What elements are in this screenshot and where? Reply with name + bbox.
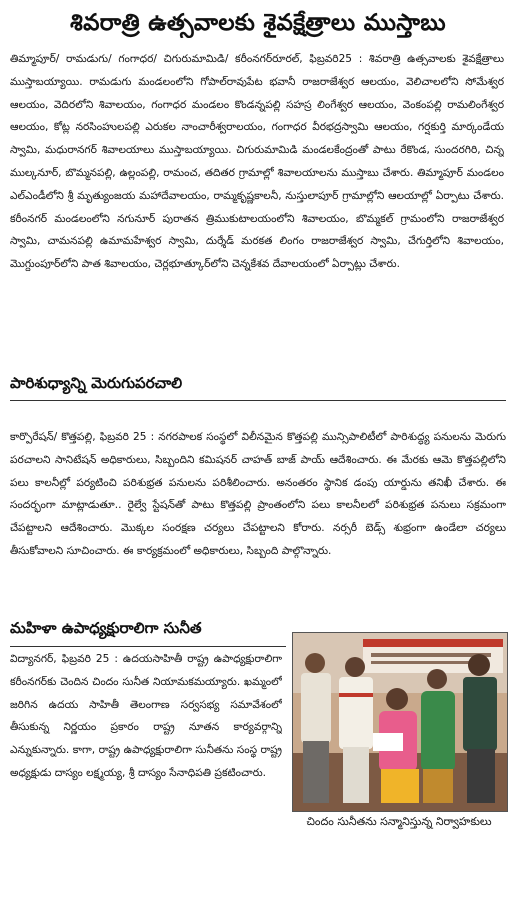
article-sanitation-body: కార్పొరేషన్/ కొత్తపల్లి, ఫిబ్రవరి 25 : నగరపాలక సంస్థలో విలీనమైన కొత్తపల్లి మున్సిపాలిటీలో పారిశుద్ధ్య పనులను మెరుగు పరచాలని సానిటేషన్ అధికారులు, సిబ్బందిని కమిషనర్ చాహత్ బాజ్ పాయ్ ఆదేశించారు. ఈ మేరకు ఆమె కొత్తపల్లిలోని పలు కాలనీల్లో పర్యటించి పరిశుభ్రత పనులను పరిశీలించారు. అనంతరం స్థానిక డంపు యార్డును తనిఖీ చేశారు. ఈ సందర్భంగా మాట్లాడుతూ.. రైల్వే స్టేషన్‌తో పాటు కొత్తపల్లి ప్రాంతంలోని పలు కాలనీలలో పరిశుభ్రత పనులు సక్రమంగా చేపట్టాలని ఆదేశించారు. మొక్కల సంరక్షణ చర్యలు చేపట్టాలని కోరారు. నర్సరీ బెడ్స్ శుభ్రంగా ఉండేలా చర్యలు తీసుకోవాలని సూచించారు. ఈ కార్యక్రమంలో అధికారులు, సిబ్బంది పాల్గొన్నారు.	[10, 431, 506, 557]
heading-underline	[10, 400, 506, 401]
article-sunitha-heading: మహిళా ఉపాధ్యక్షురాలిగా సునీత	[10, 619, 202, 637]
felicitation-photo	[292, 632, 508, 812]
heading-underline	[10, 646, 286, 647]
photo-caption: చిందం సునీతను సన్మానిస్తున్న నిర్వాహకులు	[306, 815, 492, 828]
article-sunitha-body: విద్యానగర్, ఫిబ్రవరి 25 : ఉదయసాహితీ రాష్ట్ర ఉపాధ్యక్షురాలిగా కరీంనగర్‌కు చెందిన చిందం సునీత నియామకమయ్యారు. ఖమ్మంలో జరిగిన ఉదయ సాహితీ తెలంగాణ సర్వసభ్య సమావేశంలో తీసుకున్న నిర్ణయం ప్రకారం రాష్ట్ర నూతన కార్యవర్గాన్ని ఎన్నుకున్నారు. కాగా, రాష్ట్ర ఉపాధ్యక్షురాలిగా సునీతను సంస్థ రాష్ట్ర అధ్యక్షుడు దాస్యం లక్ష్మయ్య, శ్రీ దాస్యం సేనాధిపతి ప్రకటించారు.	[10, 653, 282, 779]
felicitation-photo-image	[293, 633, 507, 811]
article-shivaratri-body: తిమ్మాపూర్/ రామడుగు/ గంగాధర/ చిగురుమామిడి/ కరీంనగర్‌రూరల్, ఫిబ్రవరి25 : శివరాత్రి ఉత్సవాలకు శైవక్షేత్రాలు ముస్తాబయ్యాయి. రామడుగు మండలంలోని గోపాల్‌రావుపేట భవానీ రాజరాజేశ్వర ఆలయం, వెలిచాలలోని సోమేశ్వర ఆలయం, వెదిరలోని శివాలయం, గంగాధర మండలం కొండన్నపల్లి సహస్ర లింగేశ్వర ఆలయం, వెంకంపల్లి రామలింగేశ్వర ఆలయం, కోట్ల నరసింహులపల్లి ఎరుకల నాంచారీశ్వరాలయం, గంగాధర వీరభద్రస్వామి ఆలయం, గర్షకుర్తి మార్కండేయ స్వామి, మధురానగర్ శివాలయాలు ముస్తాబయ్యాయి. చిగురుమామిడి మండలకేంద్రంతో పాటు రేకొండ, సుందరగిరి, చిన్న ముల్కనూర్, బొమ్మనపల్లి, ఉల్లంపల్లి, రామంచ, తదితర గ్రామాల్లో శివాలయాలను ముస్తాబు చేశారు. తిమ్మాపూర్ మండలం ఎల్‌ఎండీలోని శ్రీ మృత్యుంజయ మహాదేవాలయం, రామ్మకృష్ణకాలనీ, నుస్తులాపూర్ గ్రామాల్లోని ఆలయాల్లో ఏర్పాటు చేశారు. కరీంనగర్ మండలంలోని నగునూర్ పురాతన త్రిముకుటాలయంలోని శివాలయం, బొమ్మకల్ గ్రామంలోని రాజరాజేశ్వర స్వామి, చామనపల్లి ఉమామహేశ్వర స్వామి, దుర్శేడ్ మరకత లింగం రాజరాజేశ్వర స్వామి, చేగుర్తిలోని శివాలయం, మొగ్దుంపూర్‌లోని పాత శివాలయం, చెర్లభూత్కూర్‌లోని చెన్నకేశవ దేవాలయంలో ఏర్పాట్లు చేశారు.	[10, 53, 504, 271]
article-sanitation-heading: పారిశుధ్యాన్ని మెరుగుపరచాలి	[10, 374, 183, 392]
headline: శివరాత్రి ఉత్సవాలకు శైవక్షేత్రాలు ముస్తాబు	[70, 10, 446, 36]
